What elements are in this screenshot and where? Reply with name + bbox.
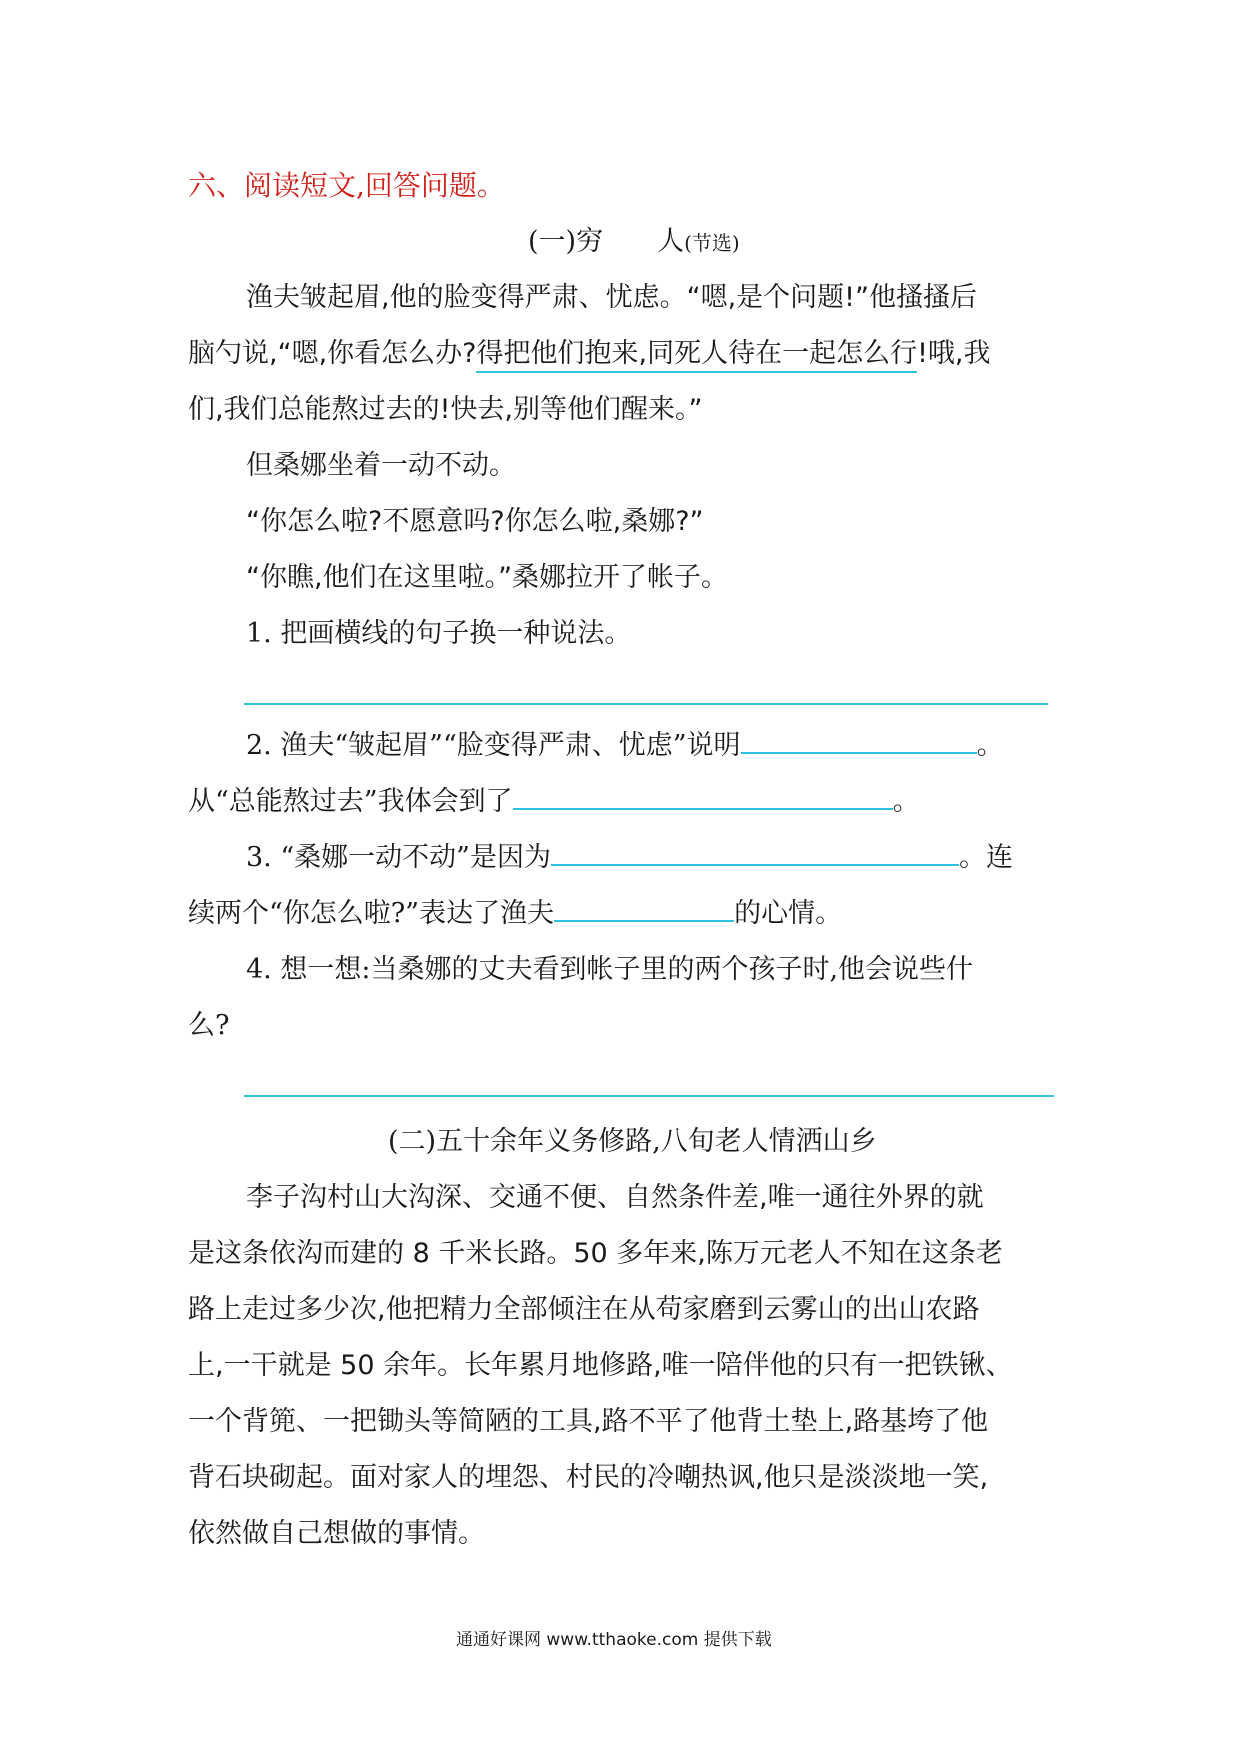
question-3a-text: 3. “桑娜一动不动”是因为 bbox=[246, 842, 551, 873]
question-2a-text: 2. 渔夫“皱起眉”“脸变得严肃、忧虑”说明 bbox=[246, 730, 741, 761]
passage1-line-6: “你瞧,他们在这里啦。”桑娜拉开了帐子。 bbox=[246, 562, 729, 593]
passage1-line-3: 们,我们总能熬过去的!快去,别等他们醒来。” bbox=[188, 394, 703, 425]
passage2-line-5: 一个背篼、一把锄头等简陋的工具,路不平了他背土垫上,路基垮了他 bbox=[188, 1406, 989, 1437]
passage2-line-4: 上,一干就是 50 余年。长年累月地修路,唯一陪伴他的只有一把铁锹、 bbox=[188, 1350, 1013, 1381]
passage2-line-1: 李子沟村山大沟深、交通不便、自然条件差,唯一通往外界的就 bbox=[246, 1182, 984, 1213]
question-4a: 4. 想一想:当桑娜的丈夫看到帐子里的两个孩子时,他会说些什 bbox=[246, 954, 974, 985]
passage1-title bbox=[528, 224, 740, 261]
question-3b-end: 的心情。 bbox=[734, 898, 843, 929]
passage1-line-2-start: 脑勺说,“嗯,你看怎么办? bbox=[188, 338, 477, 369]
passage1-line-5: “你怎么啦?不愿意吗?你怎么啦,桑娜?” bbox=[246, 506, 704, 537]
question-2b-end: 。 bbox=[892, 786, 920, 817]
question-3b bbox=[188, 896, 842, 932]
answer-line-q4[interactable] bbox=[244, 1095, 1054, 1097]
passage1-title-note: (节选) bbox=[684, 231, 740, 255]
passage2-line-6: 背石块砌起。面对家人的埋怨、村民的冷嘲热讽,他只是淡淡地一笑, bbox=[188, 1462, 989, 1493]
passage2-line-7: 依然做自己想做的事情。 bbox=[188, 1518, 485, 1549]
question-1: 1. 把画横线的句子换一种说法。 bbox=[246, 618, 632, 649]
passage1-line-2-end: !哦,我 bbox=[917, 338, 991, 369]
passage1-title-main: (一)穷 人 bbox=[528, 226, 685, 257]
answer-blank-q2a[interactable] bbox=[741, 730, 977, 754]
section-heading: 六、阅读短文,回答问题。 bbox=[188, 169, 505, 202]
answer-blank-q2b[interactable] bbox=[513, 786, 893, 810]
answer-blank-q3a[interactable] bbox=[551, 842, 959, 866]
answer-line-q1[interactable] bbox=[244, 703, 1048, 705]
question-2a bbox=[246, 728, 1004, 764]
question-2b bbox=[188, 784, 920, 820]
question-2a-end: 。 bbox=[976, 730, 1004, 761]
underlined-sentence: 得把他们抱来,同死人待在一起怎么行 bbox=[476, 338, 917, 373]
passage1-line-1: 渔夫皱起眉,他的脸变得严肃、忧虑。“嗯,是个问题!”他搔搔后 bbox=[246, 282, 977, 313]
passage1-line-2 bbox=[188, 336, 990, 372]
question-4b: 么? bbox=[188, 1010, 230, 1041]
question-3a-end: 。连 bbox=[958, 842, 1013, 873]
question-3a bbox=[246, 840, 1013, 876]
answer-blank-q3b[interactable] bbox=[554, 898, 734, 922]
question-3b-text: 续两个“你怎么啦?”表达了渔夫 bbox=[188, 898, 555, 929]
footer-source: 通通好课网 www.tthaoke.com 提供下载 bbox=[456, 1630, 772, 1650]
passage1-line-4: 但桑娜坐着一动不动。 bbox=[246, 450, 516, 481]
question-2b-text: 从“总能熬过去”我体会到了 bbox=[188, 786, 513, 817]
passage2-title: (二)五十余年义务修路,八旬老人情洒山乡 bbox=[388, 1126, 877, 1157]
passage2-line-2: 是这条依沟而建的 8 千米长路。50 多年来,陈万元老人不知在这条老 bbox=[188, 1238, 1003, 1269]
passage2-line-3: 路上走过多少次,他把精力全部倾注在从苟家磨到云雾山的出山农路 bbox=[188, 1294, 980, 1325]
